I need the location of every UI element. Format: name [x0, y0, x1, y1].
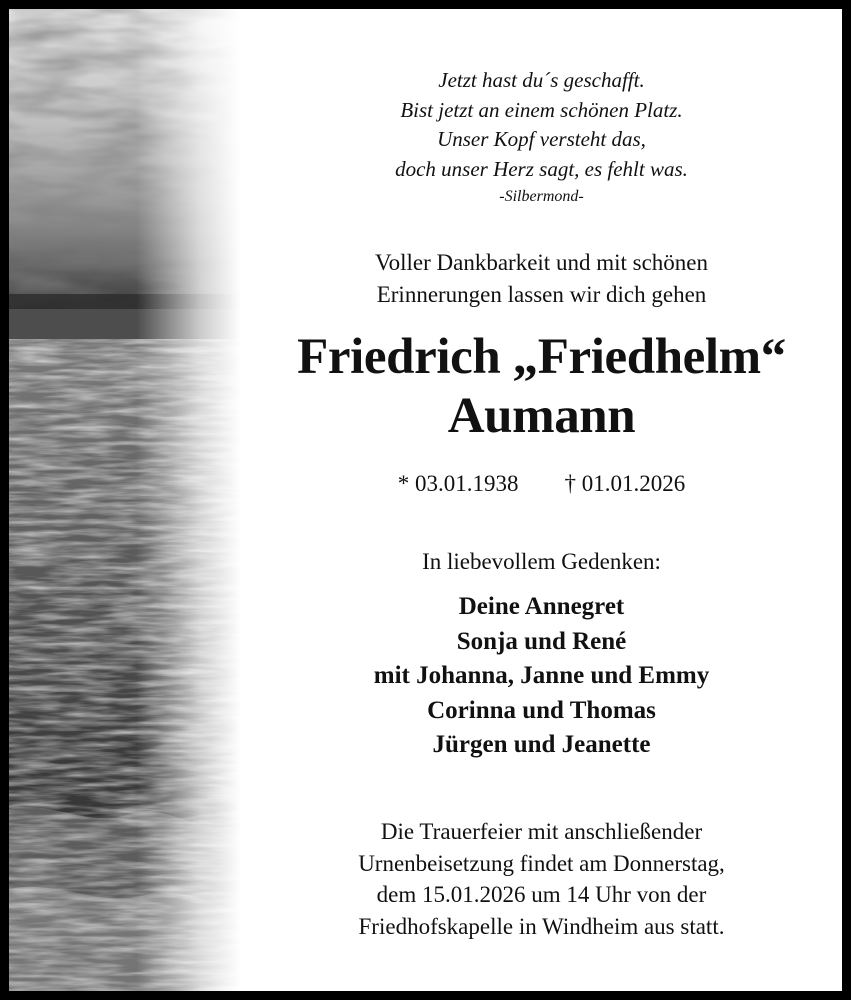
- intro-line: Erinnerungen lassen wir dich gehen: [376, 281, 707, 307]
- mourner-line: Sonja und René: [456, 627, 627, 655]
- deceased-name-line2: Aumann: [447, 388, 636, 444]
- ceremony-line: Friedhofskapelle in Windheim aus statt.: [358, 913, 725, 939]
- sea-photo: [9, 9, 241, 991]
- ceremony-line: Urnenbeisetzung findet am Donnerstag,: [358, 850, 725, 876]
- memory-heading: In liebevollem Gedenken:: [422, 549, 661, 574]
- mourners-list: [241, 590, 842, 763]
- mourner-line: Corinna und Thomas: [427, 696, 656, 724]
- mourner-line: mit Johanna, Janne und Emmy: [373, 662, 710, 689]
- ceremony-info: [241, 816, 842, 942]
- mourner-line: Jürgen und Jeanette: [432, 731, 651, 758]
- intro-text: [241, 247, 842, 310]
- sea-photo-image: [9, 9, 241, 991]
- life-dates: [241, 468, 842, 500]
- poem: [241, 66, 842, 210]
- deceased-name-line1: Friedrich „Friedhelm“: [297, 329, 786, 385]
- poem-line: doch unser Herz sagt, es fehlt was.: [395, 156, 688, 181]
- poem-line: Bist jetzt an einem schönen Platz.: [400, 97, 683, 122]
- deceased-name: [241, 328, 842, 446]
- mourner-line: Deine Annegret: [458, 593, 625, 620]
- ceremony-line: Die Trauerfeier mit anschließender: [380, 819, 703, 844]
- obituary-text: [241, 9, 842, 991]
- poem-source: -Silbermond-: [499, 188, 584, 205]
- death-date: † 01.01.2026: [564, 471, 686, 496]
- intro-line: Voller Dankbarkeit und mit schönen: [374, 250, 708, 275]
- ceremony-line: dem 15.01.2026 um 14 Uhr von der: [376, 882, 707, 907]
- poem-line: Jetzt hast du´s geschafft.: [438, 68, 645, 92]
- birth-date: * 03.01.1938: [397, 471, 519, 496]
- poem-line: Unser Kopf versteht das,: [437, 127, 646, 151]
